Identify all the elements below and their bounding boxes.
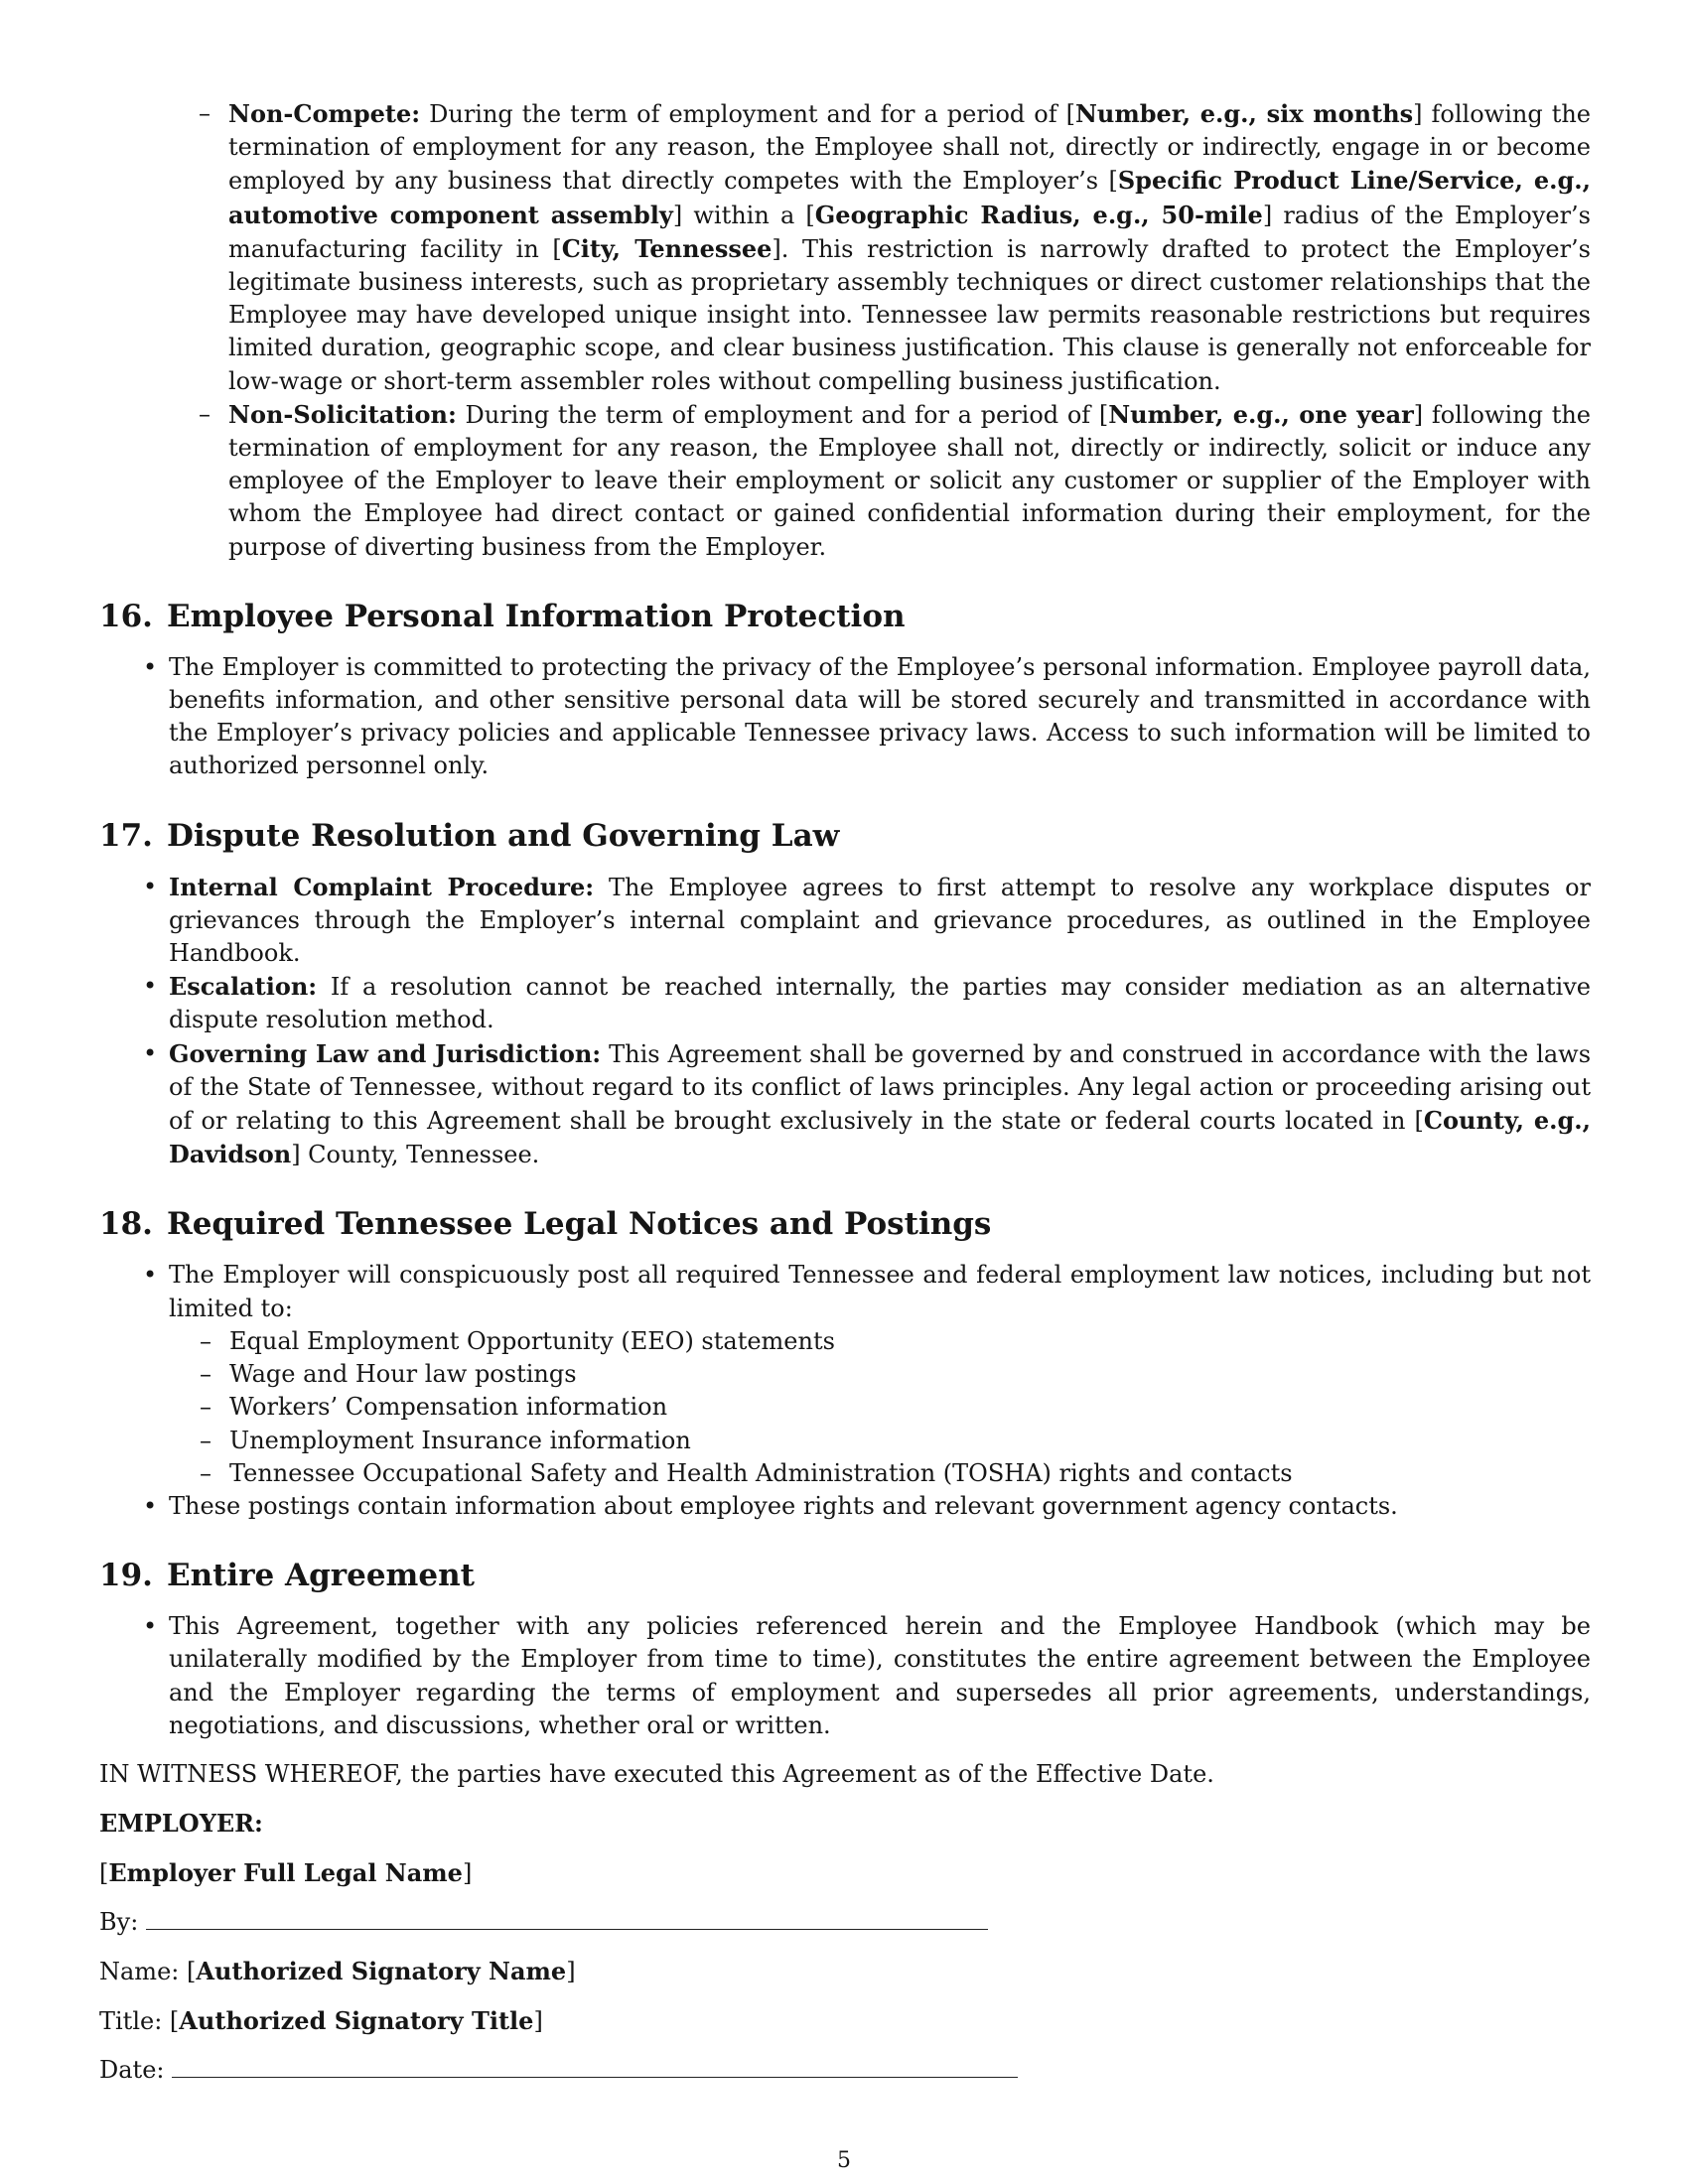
date-line[interactable]: Date:: [99, 2054, 1591, 2087]
employer-heading: EMPLOYER:: [99, 1808, 263, 1838]
list-item-escalation: • Escalation: If a resolution cannot be reached internally, the parties may consider mediation as an alternative dispute resolution method.: [169, 970, 1591, 1036]
signatory-name: Name: [Authorized Signatory Name]: [99, 1956, 576, 1985]
list-item: – Tennessee Occupational Safety and Health Administration (TOSHA) rights and contacts: [229, 1457, 1591, 1490]
placeholder-radius: Geographic Radius, e.g., 50-mile: [814, 200, 1263, 229]
section-heading-17: 17. Dispute Resolution and Governing Law: [99, 817, 840, 854]
list-item: – Equal Employment Opportunity (EEO) statements: [229, 1325, 1591, 1358]
list-item: • The Employer is committed to protecting the privacy of the Employee’s personal information. Employee payroll data, benefits information, and other sensitive personal data will be stored securely and transmitted in accordance with the Employer’s privacy policies and applicable Tennessee privacy laws. Access to such information will be limited to authorized personnel only.: [169, 651, 1591, 783]
date-signature-line[interactable]: [172, 2063, 1018, 2078]
section-17-list: [169, 871, 1591, 1172]
non-compete-label: Non-Compete:: [228, 99, 421, 128]
employer-name: [Employer Full Legal Name]: [99, 1857, 473, 1887]
list-item-non-solicitation: – Non-Solicitation: During the term of employment and for a period of [Number, e.g., one year] following the termination of employment for any reason, the Employee shall not, directly or indirectly, solicit or induce any employee of the Employer to leave their employment or solicit any customer or supplier of the Employer with whom the Employee had direct contact or gained confidential information during their employment, for the purpose of diverting business from the Employer.: [228, 398, 1591, 564]
signatory-title: Title: [Authorized Signatory Title]: [99, 2005, 543, 2035]
list-item: – Unemployment Insurance information: [229, 1425, 1591, 1457]
list-item: • These postings contain information about employee rights and relevant government agency contacts.: [169, 1490, 1591, 1523]
by-line[interactable]: By:: [99, 1906, 1591, 1939]
restrictive-covenants-list: [228, 97, 1591, 564]
placeholder-duration: Number, e.g., six months: [1074, 99, 1414, 128]
list-item-non-compete: – Non-Compete: During the term of employment and for a period of [Number, e.g., six months] following the termination of employment for any reason, the Employee shall not, directly or indirectly, engage in or become employed by any business that directly competes with the Employer’s [Specific Product Line/Service, e.g., automotive component assembly] within a [Geographic Radius, e.g., 50-mile] radius of the Employer’s manufacturing facility in [City, Tennessee]. This restriction is narrowly drafted to protect the Employer’s legitimate business interests, such as proprietary assembly techniques or direct customer relationships that the Employee may have developed unique insight into. Tennessee law permits reasonable restrictions but requires limited duration, geographic scope, and clear business justification. This clause is generally not enforceable for low-wage or short-term assembler roles without compelling business justification.: [228, 97, 1591, 398]
section-heading-16: 16. Employee Personal Information Protection: [99, 598, 906, 634]
postings-sublist: [229, 1325, 1591, 1490]
non-solicitation-label: Non-Solicitation:: [228, 399, 457, 429]
placeholder-county: County, e.g., Davidson: [169, 1106, 1592, 1169]
page-number: 5: [837, 2148, 851, 2173]
witness-statement: IN WITNESS WHEREOF, the parties have executed this Agreement as of the Effective Date.: [99, 1759, 1214, 1788]
placeholder-product-line: Specific Product Line/Service, e.g., automotive component assembly: [228, 166, 1591, 229]
list-item-internal-complaint: • Internal Complaint Procedure: The Employee agrees to first attempt to resolve any workplace disputes or grievances through the Employer’s internal complaint and grievance procedures, as outlined in the Employee Handbook.: [169, 871, 1591, 971]
signature-line[interactable]: [146, 1915, 988, 1930]
placeholder-solicit-duration: Number, e.g., one year: [1108, 399, 1414, 429]
signature-block: [99, 1758, 1591, 2087]
section-heading-18: 18. Required Tennessee Legal Notices and Postings: [99, 1206, 992, 1243]
section-16-list: [169, 651, 1591, 783]
list-item: • This Agreement, together with any policies referenced herein and the Employee Handbook (which may be unilaterally modified by the Employer from time to time), constitutes the entire agreement between the Employee and the Employer regarding the terms of employment and supersedes all prior agreements, understandings, negotiations, and discussions, whether oral or written.: [169, 1610, 1591, 1742]
list-item-governing-law: • Governing Law and Jurisdiction: This Agreement shall be governed by and construed in accordance with the laws of the State of Tennessee, without regard to its conflict of laws principles. Any legal action or proceeding arising out of or relating to this Agreement shall be brought exclusively in the state or federal courts located in [County, e.g., Davidson] County, Tennessee.: [169, 1037, 1591, 1172]
placeholder-city: City, Tennessee: [561, 233, 773, 263]
list-item: – Workers’ Compensation information: [229, 1391, 1591, 1424]
list-item-postings: • The Employer will conspicuously post all required Tennessee and federal employment law notices, including but not limited to: – Equal Employment Opportunity (EEO) statements – Wage and Hour law postings – Workers’ Compensation information – Unemployment Insurance information – Tennessee Occupational Safety and Health Administration (TOSHA) rights and contacts: [169, 1259, 1591, 1489]
section-19-list: [169, 1610, 1591, 1742]
document-page: [99, 97, 1591, 2087]
section-18-list: [169, 1259, 1591, 1523]
section-heading-19: 19. Entire Agreement: [99, 1558, 475, 1594]
list-item: – Wage and Hour law postings: [229, 1358, 1591, 1391]
